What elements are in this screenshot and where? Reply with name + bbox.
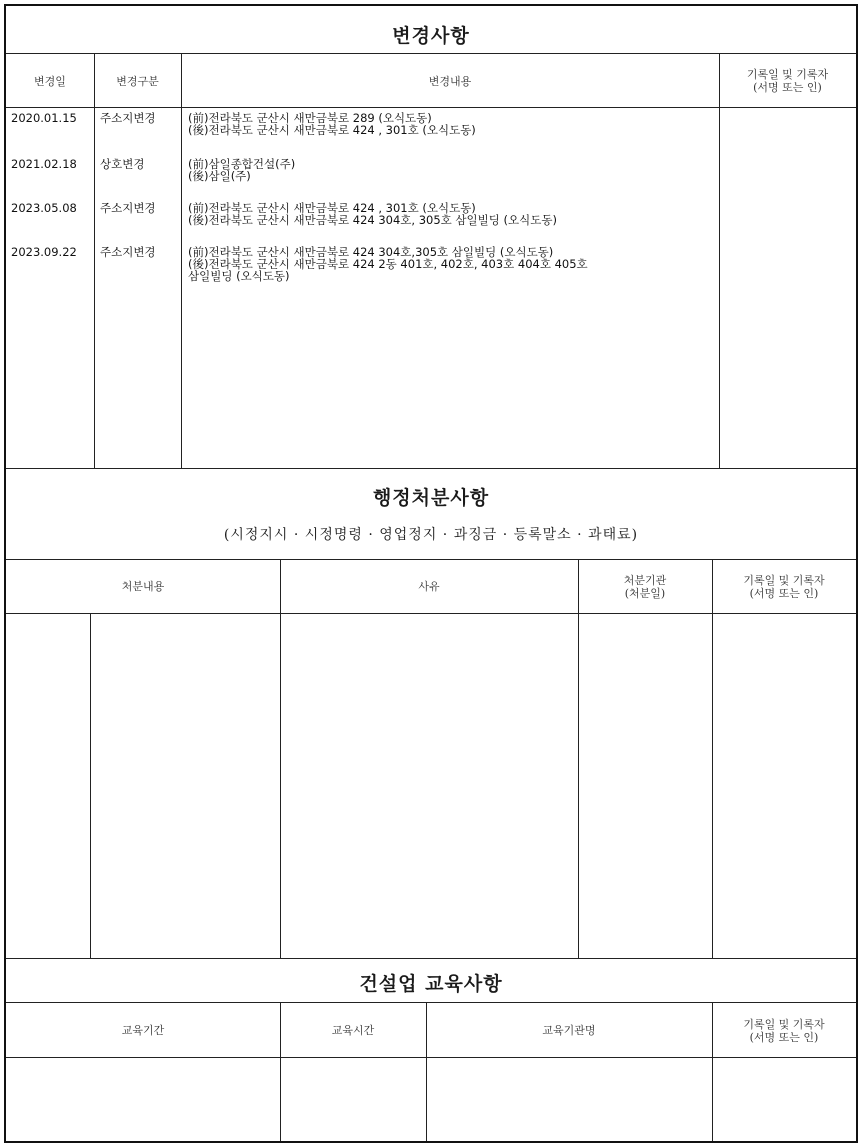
- section-divider: [6, 468, 856, 469]
- header-education-period: 교육기간: [121, 1024, 165, 1037]
- header-education-record: [712, 1004, 856, 1057]
- section-subtitle-dispositions: (시정지시 · 시정명령 · 영업정지 · 과징금 · 등록말소 · 과태료): [223, 527, 639, 543]
- divider: [6, 1002, 856, 1003]
- header-change-date: 변경일: [34, 74, 66, 88]
- column-line: [712, 1003, 713, 1141]
- header-record-line1: 기록일 및 기록자: [746, 68, 829, 81]
- section-divider: [6, 958, 856, 959]
- header-education-hours: 교육시간: [331, 1024, 375, 1037]
- column-line: [94, 54, 95, 468]
- change-date: 2020.01.15: [11, 111, 77, 125]
- divider: [6, 559, 856, 560]
- change-line: (後)전라북도 군산시 새만금북로 424 2동 401호, 402호, 403호 404호 405호: [188, 257, 588, 271]
- divider: [6, 53, 856, 54]
- change-line: (後)전라북도 군산시 새만금북로 424 , 301호 (오식도동): [188, 123, 476, 137]
- column-line: [426, 1003, 427, 1141]
- change-line: (前)전라북도 군산시 새만금북로 424 304호,305호 삼일빌딩 (오식도동): [188, 245, 554, 259]
- header-education-institution: 교육기관명: [542, 1024, 596, 1037]
- header-disposition-agency: [578, 561, 712, 612]
- header-change-content: 변경내용: [428, 74, 472, 88]
- change-line: (前)전라북도 군산시 새만금북로 424 , 301호 (오식도동): [188, 201, 476, 215]
- divider: [6, 1057, 856, 1058]
- change-type: 상호변경: [100, 157, 145, 171]
- column-line: [280, 1003, 281, 1141]
- header-disposition-reason: 사유: [418, 580, 440, 593]
- header-agency-line2: (처분일): [624, 586, 666, 600]
- change-line: (後)삼일(주): [188, 169, 251, 183]
- column-line: [90, 613, 91, 958]
- header-disposition-content: 처분내용: [121, 580, 165, 593]
- change-date: 2021.02.18: [11, 157, 77, 171]
- header-record: [719, 55, 856, 107]
- divider: [6, 107, 856, 108]
- header-agency-line1: 처분기관: [623, 573, 667, 587]
- section-title-education: 건설업 교육사항: [359, 973, 503, 995]
- change-type: 주소지변경: [100, 111, 156, 125]
- header-record-line1: 기록일 및 기록자: [743, 573, 825, 587]
- header-record-line2: (서명 또는 인): [749, 1030, 819, 1044]
- column-line: [719, 54, 720, 468]
- change-type: 주소지변경: [100, 201, 156, 215]
- change-date: 2023.05.08: [11, 201, 77, 215]
- column-line: [712, 560, 713, 958]
- header-disposition-record: [712, 561, 856, 612]
- section-title-changes: 변경사항: [392, 25, 470, 47]
- header-record-line1: 기록일 및 기록자: [743, 1017, 825, 1031]
- change-type: 주소지변경: [100, 245, 156, 259]
- header-change-type: 변경구분: [116, 74, 159, 88]
- change-date: 2023.09.22: [11, 245, 77, 259]
- change-line: (前)삼일종합건설(주): [188, 157, 296, 171]
- change-line: (後)전라북도 군산시 새만금북로 424 304호, 305호 삼일빌딩 (오식도동): [188, 213, 557, 227]
- column-line: [280, 560, 281, 958]
- column-line: [578, 560, 579, 958]
- header-record-line2: (서명 또는 인): [753, 81, 822, 94]
- change-line: (前)전라북도 군산시 새만금북로 289 (오식도동): [188, 111, 432, 125]
- change-line: 삼일빌딩 (오식도동): [188, 269, 290, 283]
- column-line: [181, 54, 182, 468]
- divider: [6, 613, 856, 614]
- section-title-dispositions: 행정처분사항: [372, 487, 490, 509]
- header-record-line2: (서명 또는 인): [749, 586, 819, 600]
- document-page: [4, 4, 858, 1143]
